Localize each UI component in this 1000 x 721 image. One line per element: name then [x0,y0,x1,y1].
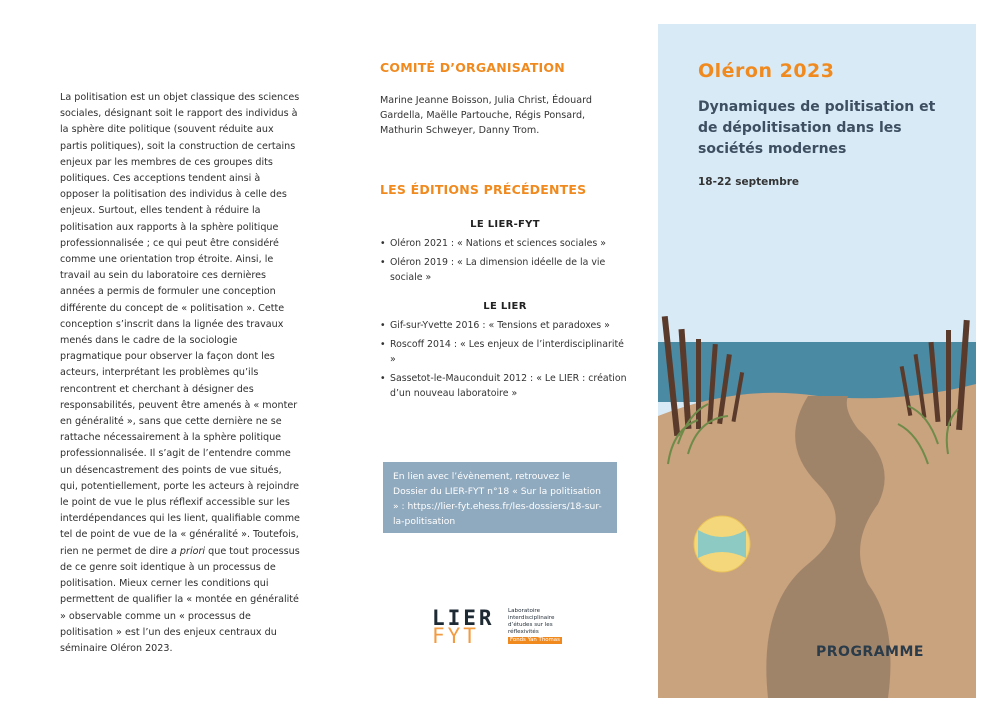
logo-line: Laboratoire [508,608,541,614]
cover-subtitle: Dynamiques de politisation et de dépolitisation dans les sociétés modernes [698,99,936,157]
cover-dates: 18-22 septembre [698,176,800,188]
logo-acronym: LIER [432,606,495,630]
cover-panel [658,24,976,698]
logo-line: d’études sur les [508,622,553,628]
group-title-lier: LE LIER [483,301,527,312]
committee-members: Marine Jeanne Boisson, Julia Christ, Édouard Gardella, Maëlle Partouche, Régis Ponsard, Mathurin Schweyer, Danny Trom. [380,95,592,136]
logo-badge: Fonds Yan Thomas [510,637,560,643]
lier-fyt-logo [432,606,572,656]
previous-editions-heading: LES ÉDITIONS PRÉCÉDENTES [380,182,587,197]
intro-part1: La politisation est un objet classique des sciences sociales, désignant soit le rapport des individus à la sphère dite politique (souvent réduite aux partis politiques), soit la construction de certains enjeux par les membres de ces groupes dits politiques. Ces acceptions tendent ainsi à opposer la politisation des individus à celle des enjeux. Surtout, elles tendent à réduire la politisation aux rapports à la sphère politique professionnalisée ; ce qui peut être considéré comme une orientation trop étroite. Ainsi, le travail au sein du laboratoire ces dernières années a permis de formuler une conception différente du concept de « politisation ». Cette conception s’inscrit dans la lignée des travaux menés dans le cadre de la sociologie pragmatique pour observer la façon dont les acteurs, interprétant les problèmes qu’ils rencontrent et cherchant à désigner des responsabilités, peuvent être amenés à « monter en généralité », sans que cette dernière ne se rattache nécessairement à la sphère politique professionnalisée. Il s’agit de l’entendre comme un désencastrement des points de vue situés, qui, potentiellement, porte les acteurs à rejoindre le point de vue le plus réflexif accessible sur les interdépendances qui les lient, qualifiable comme tel de point de vue de la « généralité ». Toutefois, rien ne permet de dire [60,92,300,557]
editions-list-lier [380,318,630,401]
beach-ball [694,516,750,572]
intro-text [60,90,300,657]
logo-line: réflexivités [508,629,539,635]
committee-heading: COMITÉ D’ORGANISATION [380,60,565,75]
editions-list-lier-fyt [380,236,630,285]
logo-description [508,608,578,644]
logo-line: interdisciplinaire [508,615,555,621]
dossier-notice[interactable]: En lien avec l’évènement, retrouvez le Dossier du LIER-FYT n°18 « Sur la politisation » : https://lier-fyt.ehess.fr/les-dossiers/18-sur-la-politisation [383,462,617,533]
list-item: • Roscoff 2014 : « Les enjeux de l’interdisciplinarité » [380,337,630,367]
programme-label: PROGRAMME [816,644,924,660]
logo-sub-acronym: FYT [432,624,479,648]
group-title-lier-fyt: LE LIER-FYT [470,219,540,230]
middle-column [380,60,630,405]
list-item: • Sassetot-le-Mauconduit 2012 : « Le LIER : création d’un nouveau laboratoire » [380,371,630,401]
list-item: • Gif-sur-Yvette 2016 : « Tensions et paradoxes » [380,318,630,333]
cover-title: Oléron 2023 [698,60,835,82]
intro-part2: que tout processus de ce genre soit identique à un processus de politisation. Mieux cerner les conditions qui permettent de qualifier la « montée en généralité » observable comme un « processus de politisation » est l’un des enjeux centraux du séminaire Oléron 2023. [60,545,300,654]
list-item: • Oléron 2021 : « Nations et sciences sociales » [380,236,630,251]
intro-emphasis: a priori [170,545,206,557]
sea [658,342,976,402]
list-item: • Oléron 2019 : « La dimension idéelle de la vie sociale » [380,255,630,285]
